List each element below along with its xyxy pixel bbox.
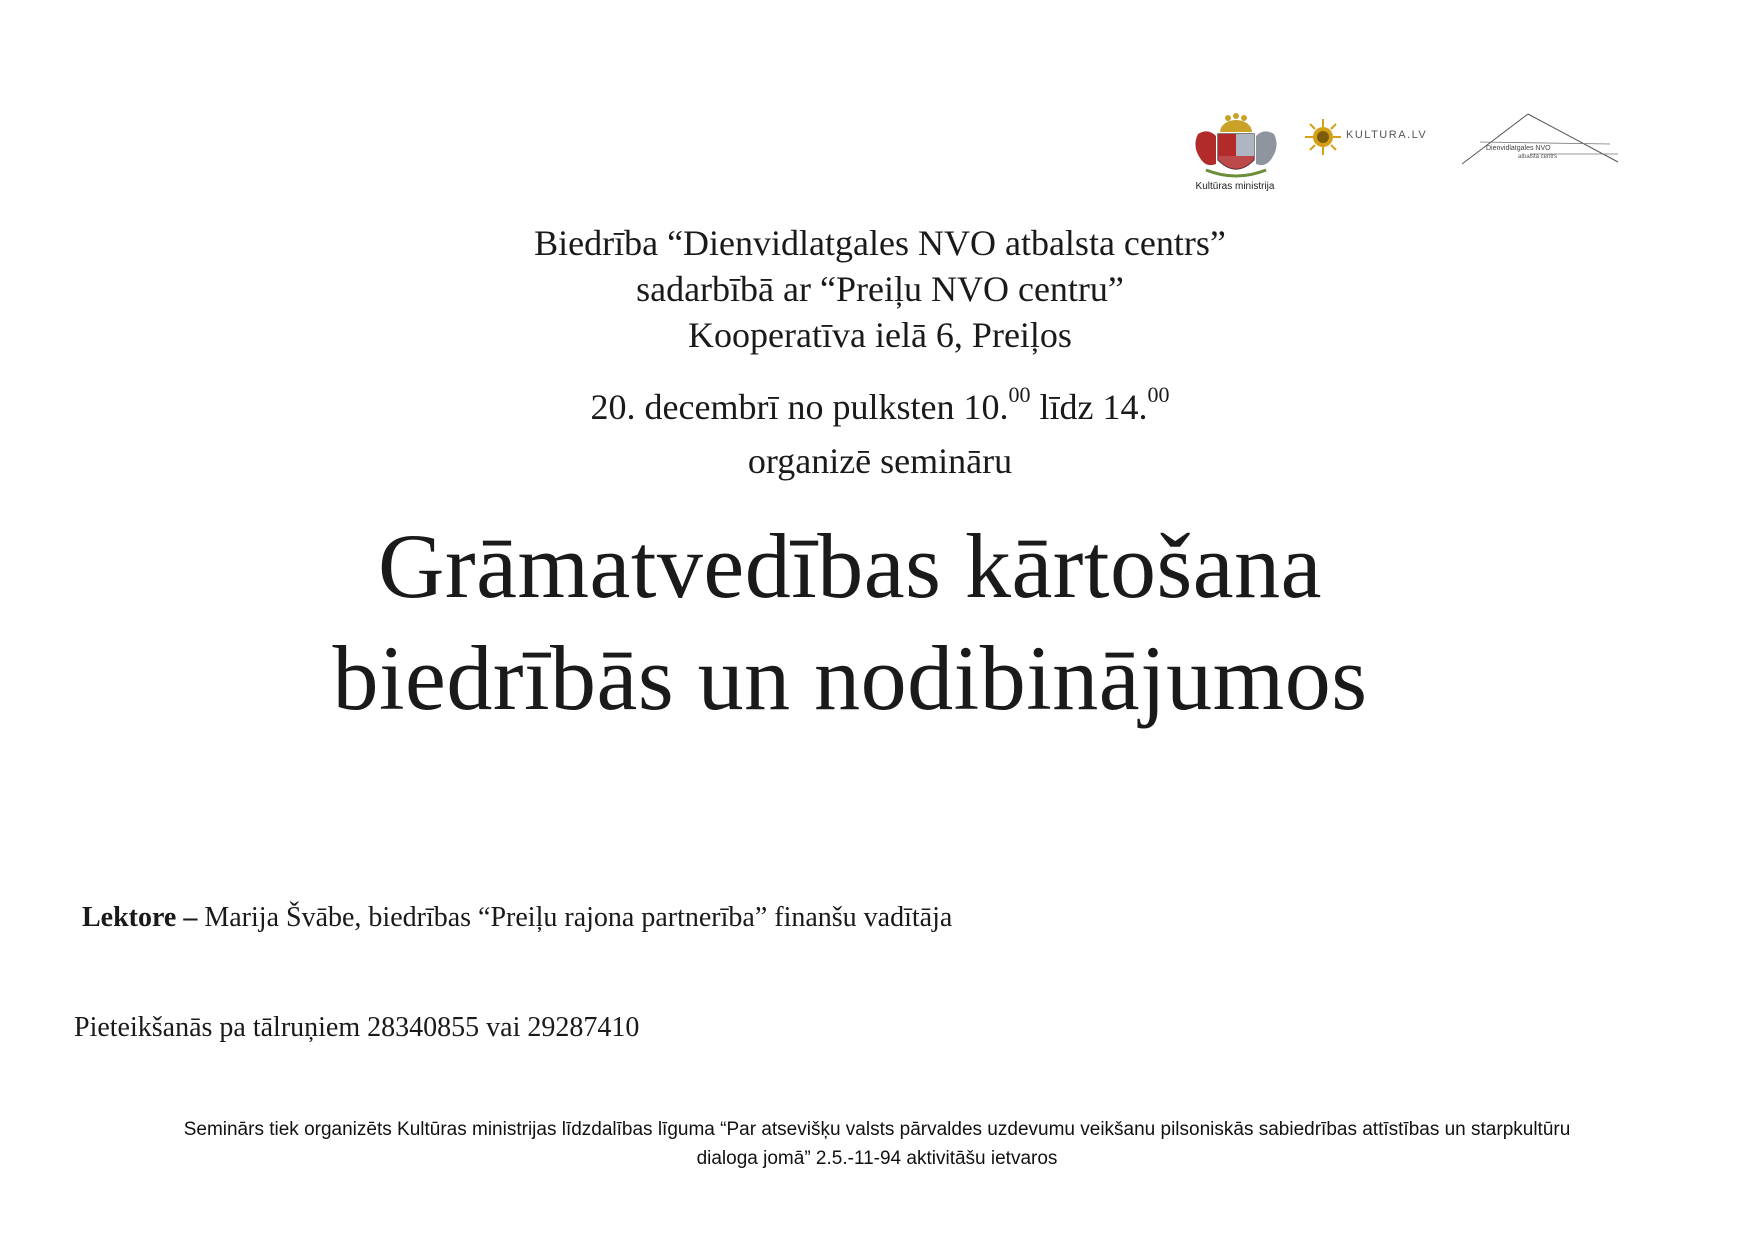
registration-info: Pieteikšanās pa tālruņiem 28340855 vai 29287410	[74, 1012, 640, 1043]
lecturer-line	[82, 900, 952, 936]
date-middle: līdz 14.	[1030, 387, 1148, 427]
venue-address: Kooperatīva ielā 6, Preiļos	[688, 315, 1072, 355]
footnote-line2: dialoga jomā” 2.5.-11-94 aktivitāšu ietvaros	[696, 1148, 1058, 1169]
kultura-logo-text: KULTURA.LV	[1346, 129, 1428, 141]
event-date	[380, 384, 1380, 430]
date-prefix: 20. decembrī no pulksten 10.	[590, 387, 1009, 427]
seminar-title-line2: biedrībās un nodibinājumos	[332, 627, 1368, 729]
partner-name: sadarbībā ar “Preiļu NVO centru”	[636, 269, 1124, 309]
logo-row	[1180, 112, 1620, 202]
organizer-name: Biedrība “Dienvidlatgales NVO atbalsta centrs”	[534, 223, 1226, 263]
end-minutes: 00	[1147, 382, 1170, 407]
nvo-logo-text-line2: atbalsta centrs	[1518, 154, 1558, 160]
seminar-title-line1: Grāmatvedības kārtošana	[378, 515, 1322, 617]
nvo-centre-logo	[1460, 112, 1620, 172]
organizer-block	[380, 220, 1380, 358]
lecturer-label: Lektore –	[82, 902, 198, 933]
latvian-coat-of-arms-icon	[1188, 112, 1284, 180]
funding-footnote	[60, 1115, 1694, 1173]
footnote-line1: Seminārs tiek organizēts Kultūras ministrijas līdzdalības līguma “Par atsevišķu valsts pārvaldes uzdevumu veikšanu pilsoniskās sabiedrības attīstības un starpkultūru	[183, 1119, 1571, 1140]
kultura-lv-logo	[1304, 118, 1474, 158]
lecturer-details: Marija Švābe, biedrības “Preiļu rajona partnerība” finanšu vadītāja	[197, 902, 953, 933]
seminar-title	[200, 510, 1500, 734]
culture-ministry-logo	[1180, 112, 1290, 197]
sun-emblem-icon	[1304, 118, 1342, 156]
nvo-logo-text-line1: Dienvidlatgales NVO	[1486, 145, 1551, 152]
organize-text: organizē semināru	[747, 441, 1013, 481]
ministry-logo-text: Kultūras ministrija	[1195, 181, 1275, 192]
start-minutes: 00	[1008, 382, 1031, 407]
